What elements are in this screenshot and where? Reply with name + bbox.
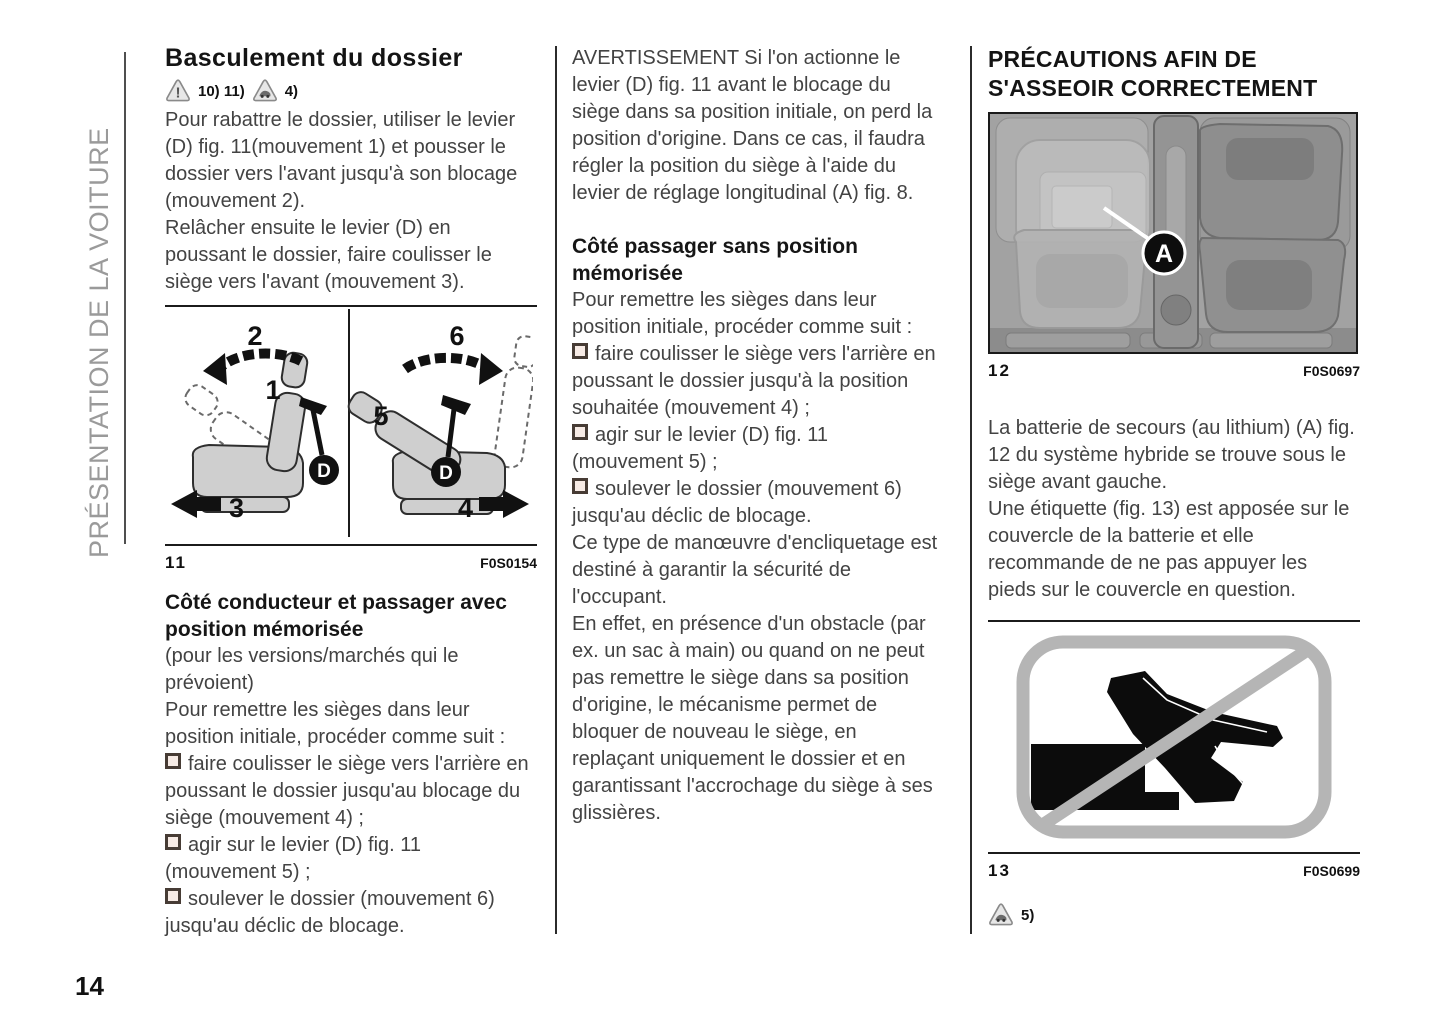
svg-text:D: D [317, 461, 331, 482]
figure-11-seat-diagram [165, 305, 537, 546]
figure-13-caption [988, 861, 1360, 881]
svg-text:3: 3 [229, 493, 245, 523]
page-number: 14 [75, 971, 104, 1001]
list-item-text: agir sur le levier (D) fig. 11 (mouvement 5) ; [165, 834, 422, 883]
margin-note-refs [988, 903, 1360, 927]
seat-fold-diagram [165, 307, 533, 539]
paragraph: Pour rabattre le dossier, utiliser le levier (D) fig. 11(mouvement 1) et pousser le dossier vers l'avant jusqu'à son blocage (mouvement 2). [165, 109, 518, 212]
vehicle-care-triangle-icon [988, 903, 1014, 927]
care-note-number: 4) [284, 82, 299, 100]
list-item [572, 341, 940, 422]
vehicle-care-triangle-icon [252, 79, 278, 103]
paragraph: La batterie de secours (au lithium) (A) fig. 12 du système hybride se trouve sous le siège avant gauche. [988, 417, 1355, 493]
list-item-text: agir sur le levier (D) fig. 11 (mouvement 5) ; [572, 424, 829, 473]
svg-text:1: 1 [265, 375, 281, 405]
figure-11-caption [165, 553, 537, 573]
svg-text:!: ! [175, 84, 181, 102]
svg-text:5: 5 [373, 401, 389, 431]
subsection-heading: Côté passager sans position mémorisée [572, 235, 858, 285]
svg-text:2: 2 [247, 321, 263, 351]
list-item [572, 476, 940, 530]
section-title: Basculement du dossier [165, 44, 463, 72]
right-seat [1199, 124, 1345, 332]
list-item-text: soulever le dossier (mouvement 6) jusqu'au déclic de blocage. [165, 888, 495, 937]
paragraph: (pour les versions/marchés qui le prévoient) [165, 645, 459, 694]
list-item [165, 832, 537, 886]
section-title: PRÉCAUTIONS AFIN DE S'ASSEOIR CORRECTEMENT [988, 46, 1318, 101]
paragraph: Pour remettre les sièges dans leur position initiale, procéder comme suit : [165, 699, 506, 748]
list-item-text: faire coulisser le siège vers l'arrière en poussant le dossier jusqu'au blocage du siège (mouvement 4) ; [165, 753, 529, 829]
svg-text:4: 4 [457, 493, 473, 523]
ghost-backrest [493, 334, 533, 469]
paragraph: Pour remettre les sièges dans leur position initiale, procéder comme suit : [572, 289, 913, 338]
paragraph: Une étiquette (fig. 13) est apposée sur le couvercle de la batterie et elle recommande de ne pas appuyer les pieds sur le couvercle en question. [988, 498, 1350, 601]
paragraph: Ce type de manœuvre d'encliquetage est destiné à garantir la sécurité de l'occupant. [572, 532, 938, 608]
figure-12-seats-photo [988, 112, 1358, 354]
figure-number: 13 [988, 861, 1011, 880]
column-middle [572, 45, 940, 827]
seat-fold-left-panel [171, 321, 339, 523]
subsection-heading: Côté conducteur et passager avec position mémorisée [165, 591, 507, 641]
no-feet-on-cover-icon [1015, 634, 1333, 840]
figure-code: F0S0154 [480, 555, 537, 571]
list-item [572, 422, 940, 476]
list-item [165, 751, 537, 832]
square-bullet-icon [572, 478, 588, 494]
raise-arrow [405, 358, 485, 369]
sidebar-rule [124, 52, 126, 544]
warning-triangle-icon [165, 79, 191, 103]
warning-note-numbers: 10) 11) [198, 82, 245, 100]
list-item [165, 886, 537, 940]
square-bullet-icon [165, 888, 181, 904]
list-item-text: soulever le dossier (mouvement 6) jusqu'au déclic de blocage. [572, 478, 902, 527]
svg-text:D: D [439, 463, 453, 484]
square-bullet-icon [572, 343, 588, 359]
list-item-text: faire coulisser le siège vers l'arrière en poussant le dossier jusqu'à la position souhaitée (mouvement 4) ; [572, 343, 936, 419]
margin-note-refs [165, 79, 537, 103]
seat-fold-right-panel [342, 321, 533, 523]
warning-paragraph: AVERTISSEMENT Si l'on actionne le levier (D) fig. 11 avant le blocage du siège dans sa position initiale, on perd la position d'origine. Dans ce cas, il faudra régler la position du siège à l'aide du levier de réglage longitudinal (A) fig. 8. [572, 47, 933, 204]
column-divider [970, 46, 972, 934]
svg-text:A: A [1154, 240, 1174, 268]
figure-number: 11 [165, 553, 187, 572]
square-bullet-icon [572, 424, 588, 440]
svg-text:6: 6 [449, 321, 465, 351]
care-note-number: 5) [1021, 906, 1035, 924]
column-right [988, 45, 1360, 931]
square-bullet-icon [165, 834, 181, 850]
left-seat-ghost [1014, 140, 1150, 328]
figure-number: 12 [988, 361, 1011, 380]
paragraph: En effet, en présence d'un obstacle (par ex. un sac à main) ou quand on ne peut pas remettre le siège dans sa position d'origine, le mécanisme permet de bloquer de nouveau le siège, en replaçant uniquement le dossier et en garantissant l'accrochage du siège à ses glissières. [572, 613, 933, 824]
figure-code: F0S0699 [1303, 863, 1360, 879]
column-left [165, 45, 537, 940]
column-divider [555, 46, 557, 934]
square-bullet-icon [165, 753, 181, 769]
paragraph: Relâcher ensuite le levier (D) en poussant le dossier, faire coulisser le siège vers l'avant (mouvement 3). [165, 217, 492, 293]
figure-code: F0S0697 [1303, 363, 1360, 379]
figure-12-caption [988, 361, 1360, 381]
figure-13-label-pictogram [988, 620, 1360, 854]
chapter-sidebar-label: PRÉSENTATION DE LA VOITURE [84, 127, 114, 558]
